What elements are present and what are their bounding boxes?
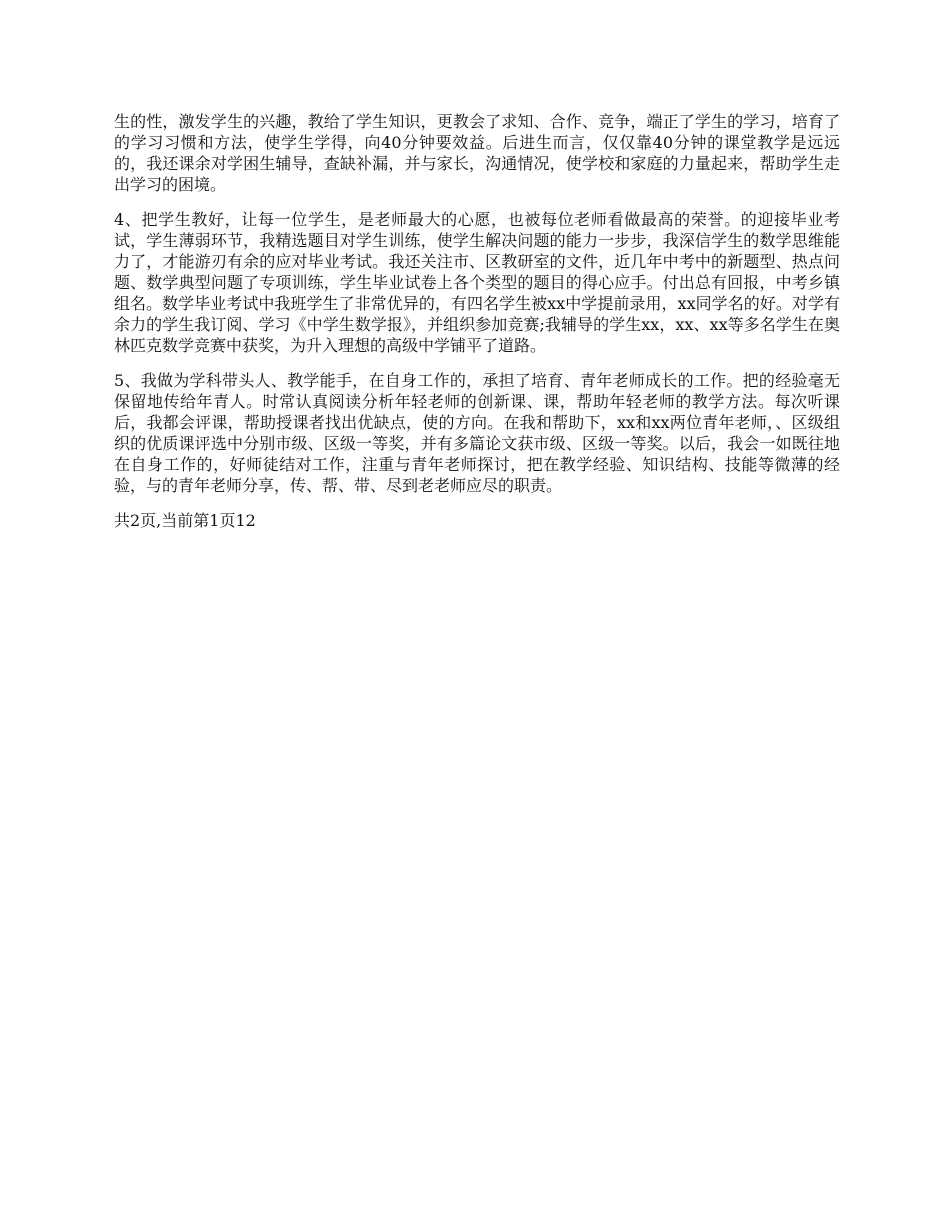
paragraph-1: 生的性，激发学生的兴趣，教给了学生知识，更教会了求知、合作、竞争，端正了学生的学习，培育了的学习习惯和方法，使学生学得，向40分钟要效益。后进生而言，仅仅靠40分钟的课堂教学是远远的，我还课余对学困生辅导，查缺补漏，并与家长，沟通情况，使学校和家庭的力量起来，帮助学生走出学习的困境。	[114, 112, 840, 194]
paragraph-3: 5、我做为学科带头人、教学能手，在自身工作的，承担了培育、青年老师成长的工作。把的经验毫无保留地传给年青人。时常认真阅读分析年轻老师的创新课、课，帮助年轻老师的教学方法。每次听课后，我都会评课，帮助授课者找出优缺点，使的方向。在我和帮助下，xx和xx两位青年老师，、区级组织的优质课评选中分别市级、区级一等奖，并有多篇论文获市级、区级一等奖。以后，我会一如既往地在自身工作的，好师徒结对工作，注重与青年老师探讨，把在教学经验、知识结构、技能等微薄的经验，与的青年老师分享，传、帮、带、尽到老老师应尽的职责。	[114, 371, 840, 495]
document-content	[114, 111, 840, 531]
page-indicator: 共2页,当前第1页12	[114, 511, 256, 530]
paragraph-2: 4、把学生教好，让每一位学生，是老师最大的心愿，也被每位老师看做最高的荣誉。的迎接毕业考试，学生薄弱环节，我精选题目对学生训练，使学生解决问题的能力一步步，我深信学生的数学思维能力了，才能游刃有余的应对毕业考试。我还关注市、区教研室的文件，近几年中考中的新题型、热点问题、数学典型问题了专项训练，学生毕业试卷上各个类型的题目的得心应手。付出总有回报，中考乡镇组名。数学毕业考试中我班学生了非常优异的，有四名学生被xx中学提前录用，xx同学名的好。对学有余力的学生我订阅、学习《中学生数学报》，并组织参加竞赛;我辅导的学生xx，xx、xx等多名学生在奥林匹克数学竞赛中获奖，为升入理想的高级中学铺平了道路。	[114, 210, 840, 355]
